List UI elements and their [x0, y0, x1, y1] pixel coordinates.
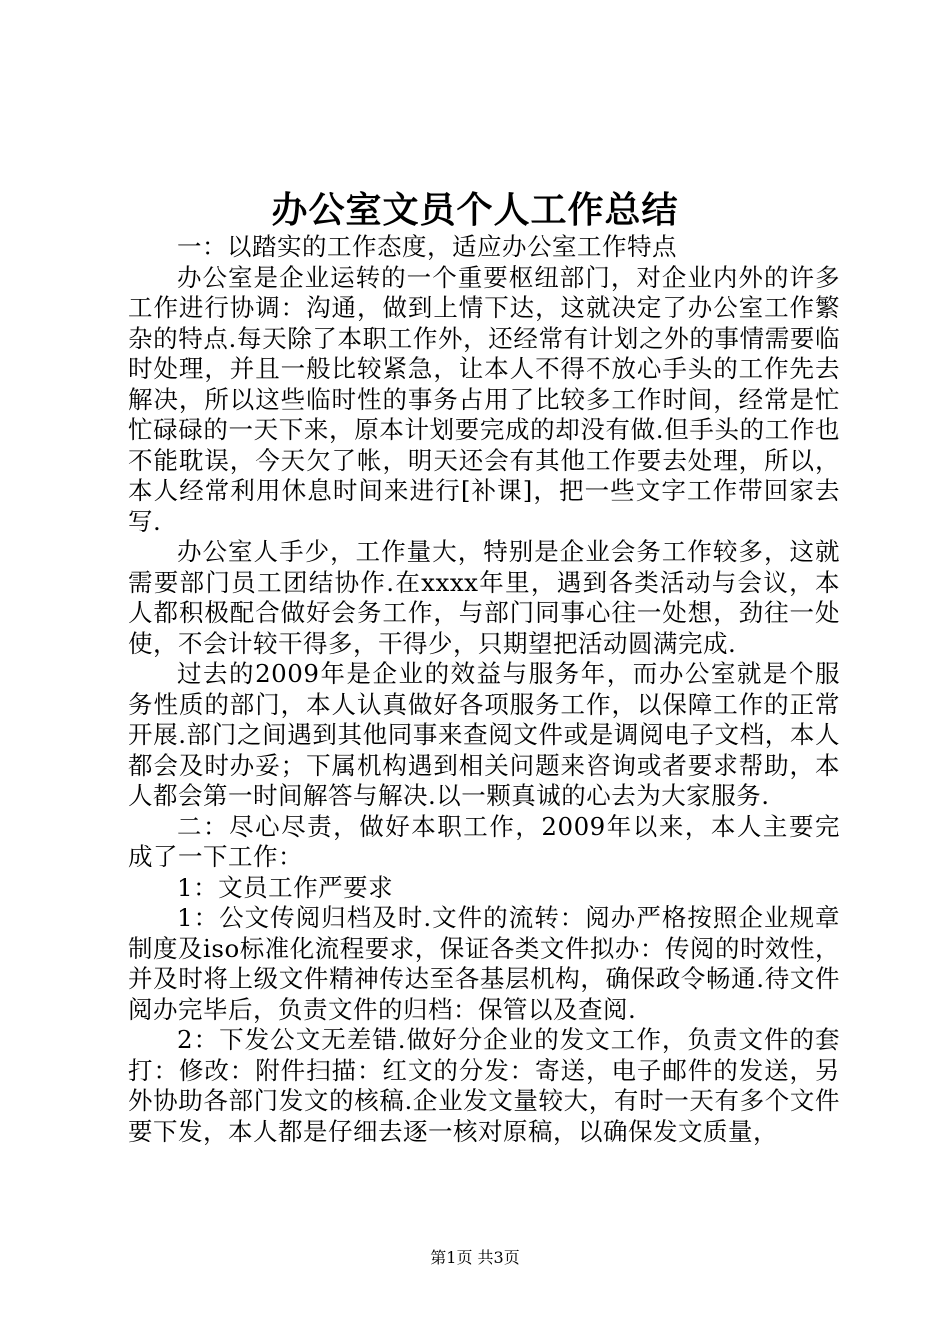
document-body [128, 232, 840, 1147]
paragraph: 办公室是企业运转的一个重要枢纽部门，对企业内外的许多工作进行协调：沟通，做到上情下达，这就决定了办公室工作繁杂的特点.每天除了本职工作外，还经常有计划之外的事情需要临时处理，并且一般比较紧急，让本人不得不放心手头的工作先去解决，所以这些临时性的事务占用了比较多工作时间，经常是忙忙碌碌的一天下来，原本计划要完成的却没有做.但手头的工作也不能耽误，今天欠了帐，明天还会有其他工作要去处理，所以，本人经常利用休息时间来进行[补课]，把一些文字工作带回家去写. [128, 262, 840, 536]
paragraph: 1：公文传阅归档及时.文件的流转：阅办严格按照企业规章制度及iso标准化流程要求，保证各类文件拟办：传阅的时效性，并及时将上级文件精神传达至各基层机构，确保政令畅通.待文件阅办完毕后，负责文件的归档：保管以及查阅. [128, 903, 840, 1024]
paragraph: 办公室人手少，工作量大，特别是企业会务工作较多，这就需要部门员工团结协作.在xxxx年里，遇到各类活动与会议，本人都积极配合做好会务工作，与部门同事心往一处想，劲往一处使，不会计较干得多，干得少，只期望把活动圆满完成. [128, 537, 840, 658]
document-title: 办公室文员个人工作总结 [271, 189, 679, 231]
section-heading-2: 二：尽心尽责，做好本职工作，2009年以来，本人主要完成了一下工作： [128, 811, 840, 871]
section-heading-1: 一：以踏实的工作态度，适应办公室工作特点 [177, 232, 677, 261]
page-number-footer: 第1页 共3页 [430, 1248, 520, 1267]
subsection-heading: 1：文员工作严要求 [177, 872, 394, 902]
paragraph: 过去的2009年是企业的效益与服务年，而办公室就是个服务性质的部门，本人认真做好各项服务工作，以保障工作的正常开展.部门之间遇到其他同事来查阅文件或是调阅电子文档，本人都会及时办妥；下属机构遇到相关问题来咨询或者要求帮助，本人都会第一时间解答与解决.以一颗真诚的心去为大家服务. [128, 659, 840, 810]
paragraph: 2：下发公文无差错.做好分企业的发文工作，负责文件的套打：修改：附件扫描：红文的分发：寄送，电子邮件的发送，另外协助各部门发文的核稿.企业发文量较大，有时一天有多个文件要下发，本人都是仔细去逐一核对原稿，以确保发文质量， [128, 1025, 840, 1146]
